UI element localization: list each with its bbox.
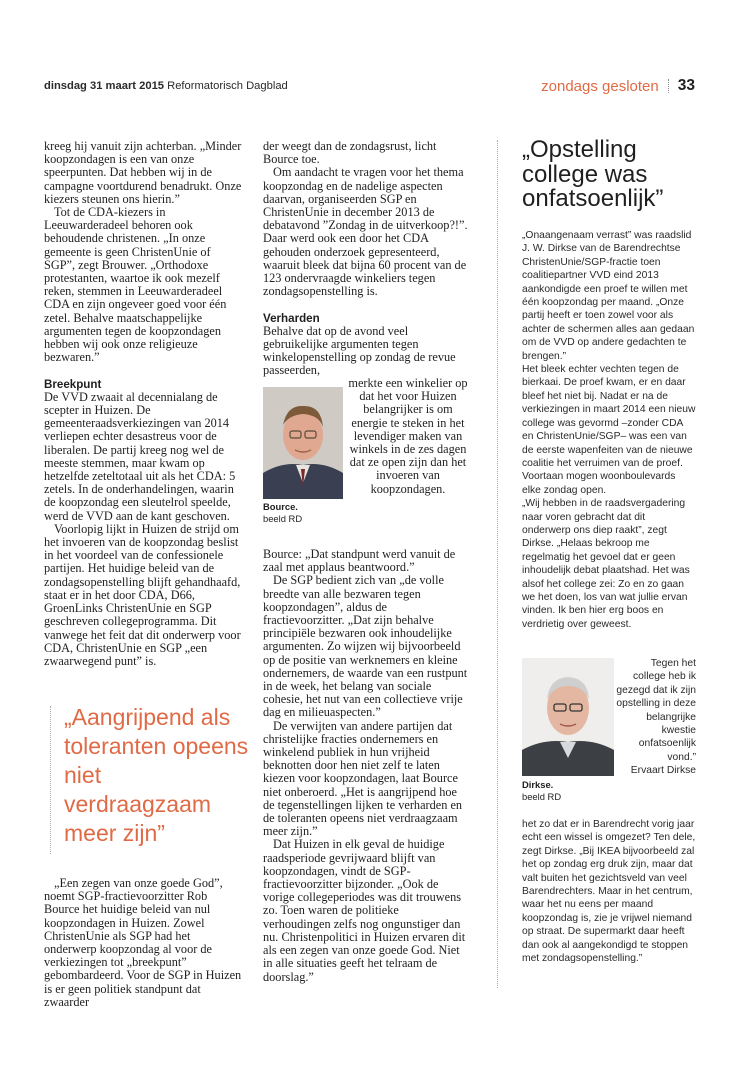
caption-name: Bource. bbox=[263, 501, 298, 512]
pullquote-rule bbox=[50, 706, 52, 854]
portrait-image bbox=[263, 387, 343, 499]
article-column-1-continued bbox=[44, 877, 244, 1009]
caption-credit: beeld RD bbox=[263, 512, 303, 524]
paragraph: „Een zegen van onze goede God”, noemt SGP-fractievoorzitter Rob Bource het huidige beleid van nul koopzondagen in Huizen. Zowel ChristenUnie als SGP had het onderwerp koopzondag al voor de verkiezingen tot „breekpunt” gebombardeerd. Voor de SGP in Huizen is er geen politiek standpunt dat zwaarder bbox=[44, 876, 242, 1009]
issue-date: dinsdag 31 maart 2015 bbox=[44, 80, 165, 92]
header-divider bbox=[668, 79, 669, 93]
article-column-2 bbox=[263, 140, 468, 378]
page-number: 33 bbox=[677, 77, 695, 94]
paragraph: Het bleek echter vechten tegen de bierkaai. De proef kwam, er en daar bleef het niet bij. Nadat er na de verkiezingen in maart 2014 een nieuw college was gevormd –zonder CDA en ChristenUnie/SGP– was een van de eerste wapenfeiten van de nieuwe coalitie het verruimen van de proef. Voortaan mogen woonboulevards elke zondag open. bbox=[522, 364, 696, 496]
paragraph: Om aandacht te vragen voor het thema koopzondag en de nadelige aspecten daarvan, organiseerden SGP en ChristenUnie in december 2013 de debatavond ”Zondag in de uitverkoop?!”. Daar werd ook een door het CDA gehouden onderzoek gepresenteerd, waaruit bleek dat bijna 60 procent van de 123 ondervraagde winkeliers tegen zondagsopenstelling is. bbox=[263, 165, 468, 299]
section-label: zondags gesloten bbox=[541, 77, 659, 95]
article-column-2-continued bbox=[263, 548, 468, 984]
paragraph: Voorlopig lijkt in Huizen de strijd om het invoeren van de koopzondag beslist in het voordeel van de confessionele partijen. Het huidige beleid van de zondagsopenstelling blijft gehandhaafd, staat er in het door CDA, D66, GroenLinks ChristenUnie en SGP geschreven collegeprogramma. Dit vanwege het feit dat dit onderwerp voor CDA, ChristenUnie en SGP „een zwaarwegend punt” is. bbox=[44, 521, 241, 668]
bource-caption bbox=[263, 501, 343, 524]
sidebar-wrap-text bbox=[616, 657, 696, 778]
paragraph: Tegen het college heb ik gezegd dat ik zijn opstelling in deze belangrijke kwestie onfatsoenlijk vond.” bbox=[616, 658, 696, 763]
sidebar-body bbox=[522, 229, 696, 631]
paragraph: kreeg hij vanuit zijn achterban. „Minder koopzondagen is een van onze speerpunten. Dat hebben wij in de campagne voortdurend benadrukt. Onze kiezers steunen ons hierin.” bbox=[44, 139, 242, 206]
subheading: Breekpunt bbox=[44, 377, 102, 391]
wrap-text-beside-photo bbox=[348, 377, 468, 496]
subheading: Verharden bbox=[263, 311, 320, 325]
paragraph: Bource: „Dat standpunt werd vanuit de zaal met applaus beantwoord.” bbox=[263, 547, 456, 575]
pull-quote: „Aangrijpend als toleranten opeens niet verdraagzaam meer zijn” bbox=[64, 704, 249, 846]
paragraph: het zo dat er in Barendrecht vorig jaar echt een wissel is omgezet? Ten dele, zegt Dirkse. „Bij IKEA bijvoorbeeld zal het op zondag erg druk zijn, maar dat valt buiten het gezichtsveld van veel Barendrechters. Maar in het centrum, waar het nu eens per maand koopzondag is, zie je vrijwel niemand op straat. De supermarkt daar heeft dan ook al aangekondigd te stoppen met zondagsopenstelling.” bbox=[522, 819, 696, 965]
caption-credit: beeld RD bbox=[522, 790, 562, 802]
header-date-line bbox=[44, 80, 288, 92]
paragraph: Dat Huizen in elk geval de huidige raadsperiode gevrijwaard blijft van koopzondagen, vindt de SGP-fractievoorzitter bijzonder. „Ook de vorige collegeperiodes was dit trouwens zo. Toen waren de politieke verhoudingen zelfs nog ongunstiger dan nu. Christenpolitici in Huizen ervaren dit als een zegen van onze goede God. Niet in alle situaties geeft het telraam de doorslag.” bbox=[263, 837, 466, 984]
paragraph: De VVD zwaait al decennialang de scepter in Huizen. De gemeenteraadsverkiezingen van 2014 verliepen echter desastreus voor de liberalen. De partij kreeg nog wel de meeste stemmen, maar kwam op hetzelfde zeteltotaal uit als het CDA: 5 zetels. In de onderhandelingen, waarin de koopzondag een sleutelrol speelde, werd de VVD aan de kant geschoven. bbox=[44, 389, 236, 523]
bource-photo bbox=[263, 387, 343, 499]
dirkse-photo bbox=[522, 658, 614, 776]
paragraph: Ervaart Dirkse bbox=[630, 765, 696, 777]
sidebar-rule bbox=[497, 140, 499, 988]
paragraph: Behalve dat op de avond veel gebruikelijke argumenten tegen winkelopenstelling op zondag de revue passeerden, bbox=[263, 323, 456, 378]
paragraph: De SGP bedient zich van „de volle breedte van alle bezwaren tegen koopzondagen”, aldus de fractievoorzitter. „Dat zijn behalve principiële bezwaren ook inhoudelijke argumenten. Zo wijzen wij bijvoorbeeld op de positie van werknemers en kleine ondernemers, de waarde van een rustpunt in de week, het belang van sociale cohesie, het nut van een collectieve vrije dag en milieuaspecten.” bbox=[263, 573, 468, 720]
header-section bbox=[541, 77, 695, 95]
paragraph: De verwijten van andere partijen dat christelijke fracties ondernemers en winkelend publiek in hun vrijheid beknotten door hen niet zelf te laten kiezen voor koopzondagen, laat Bource niet onberoerd. „Het is aangrijpend hoe de tegenstellingen lijken te verharden en de toleranten opeens niet verdraagzaam meer zijn.” bbox=[263, 718, 463, 839]
paragraph: „Wij hebben in de raadsvergadering naar voren gebracht dat dit onderwerp ons diep raakt”, zegt Dirkse. „Helaas bekroop me regelmatig het gevoel dat er geen inhoudelijk debat plaatshad. Het was alsof het college zei: Zo en zo gaan we het doen, los van wat jullie ervan vinden. Ik ben hier erg boos en verdrietig over geweest. bbox=[522, 498, 690, 630]
paragraph: der weegt dan de zondagsrust, licht Bource toe. bbox=[263, 139, 437, 167]
paragraph: merkte een winkelier op dat het voor Huizen belangrijker is om energie te steken in het levendiger maken van winkels in de zes dagen dat ze open zijn dan het invoeren van koopzondagen. bbox=[348, 376, 468, 496]
dirkse-caption bbox=[522, 779, 602, 802]
sidebar-body-continued bbox=[522, 818, 696, 965]
paragraph: Tot de CDA-kiezers in Leeuwarderadeel behoren ook behoudende christenen. „In onze gemeente is geen ChristenUnie of SGP”, zegt Brouwer. „Orthodoxe protestanten, waartoe ik ook mezelf reken, stemmen in Leeuwarderadeel CDA en zijn ongeveer goed voor één zetel. Behalve maatschappelijke argumenten tegen de koopzondagen hebben wij ook onze religieuze bezwaren.” bbox=[44, 205, 227, 365]
article-column-1 bbox=[44, 140, 244, 668]
portrait-image bbox=[522, 658, 614, 776]
caption-name: Dirkse. bbox=[522, 779, 554, 790]
publication-name: Reformatorisch Dagblad bbox=[167, 80, 288, 92]
paragraph: „Onaangenaam verrast” was raadslid J. W. Dirkse van de Barendrechtse ChristenUnie/SGP-fractie toen coalitiepartner VVD eind 2013 aankondigde een proef te willen met één koopzondag per maand. „Onze partij heeft er toen zowel voor als achter de schermen alles aan gedaan om de VVD op andere gedachten te brengen.” bbox=[522, 230, 695, 362]
sidebar-title: „Opstelling college was onfatsoenlijk” bbox=[522, 136, 664, 212]
